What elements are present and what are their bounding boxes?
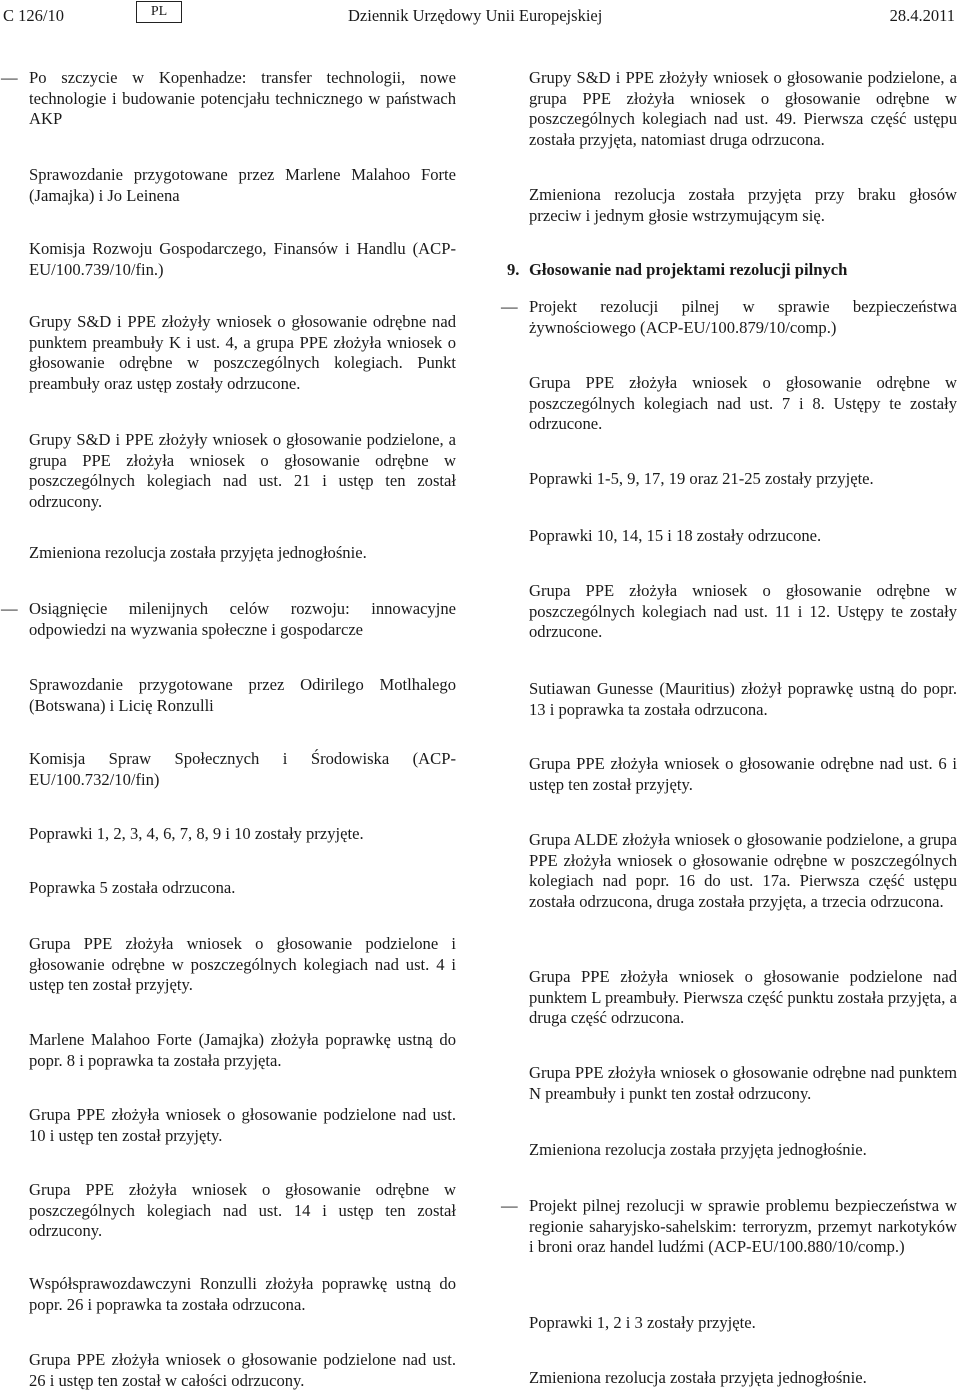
paragraph: Poprawki 1-5, 9, 17, 19 oraz 21-25 zostały przyjęte.: [529, 469, 874, 488]
paragraph: Poprawki 1, 2, 3, 4, 6, 7, 8, 9 i 10 zostały przyjęte.: [29, 824, 364, 843]
agenda-item-title: Projekt rezolucji pilnej w sprawie bezpieczeństwa żywnościowego (ACP-EU/100.879/10/comp.): [529, 297, 957, 337]
paragraph: Sprawozdanie przygotowane przez Marlene Malahoo Forte (Jamajka) i Jo Leinena: [29, 165, 456, 205]
section-number: 9.: [507, 260, 520, 279]
paragraph: Marlene Malahoo Forte (Jamajka) złożyła poprawkę ustną do popr. 8 i poprawka ta została przyjęta.: [29, 1030, 456, 1070]
paragraph: Grupa PPE złożyła wniosek o głosowanie odrębne w poszczególnych kolegiach nad ust. 14 i ustęp ten został odrzucony.: [29, 1180, 456, 1240]
agenda-item-title: Po szczycie w Kopenhadze: transfer technologii, nowe technologie i budowanie potencjału technicznego w państwach AKP: [29, 68, 456, 128]
dash-marker: —: [1, 599, 18, 618]
paragraph: Grupa PPE złożyła wniosek o głosowanie odrębne nad ust. 6 i ustęp ten został przyjęty.: [529, 754, 957, 794]
agenda-item-title: Osiągnięcie milenijnych celów rozwoju: innowacyjne odpowiedzi na wyzwania społeczne i gospodarcze: [29, 599, 456, 639]
paragraph: Zmieniona rezolucja została przyjęta jednogłośnie.: [29, 543, 367, 562]
agenda-item: [1, 599, 456, 640]
dash-marker: —: [501, 1196, 518, 1215]
paragraph: Grupy S&D i PPE złożyły wniosek o głosowanie podzielone, a grupa PPE złożyła wniosek o głosowanie odrębne w poszczególnych kolegiach nad ust. 49. Pierwsza część ustępu została przyjęta, natomiast druga odrzucona.: [529, 68, 957, 149]
paragraph: Współsprawozdawczyni Ronzulli złożyła poprawkę ustną do popr. 26 i poprawka ta została odrzucona.: [29, 1274, 456, 1314]
paragraph: Grupa PPE złożyła wniosek o głosowanie odrębne w poszczególnych kolegiach nad ust. 7 i 8. Ustępy te zostały odrzucone.: [529, 373, 957, 433]
section-title: Głosowanie nad projektami rezolucji pilnych: [529, 260, 848, 279]
paragraph: Grupa PPE złożyła wniosek o głosowanie podzielone nad punktem L preambuły. Pierwsza część punktu została przyjęta, a druga część odrzucona.: [529, 967, 957, 1027]
paragraph: Poprawki 1, 2 i 3 zostały przyjęte.: [529, 1313, 756, 1332]
page-header: [0, 0, 960, 30]
paragraph: Zmieniona rezolucja została przyjęta przy braku głosów przeciw i jednym głosie wstrzymującym się.: [529, 185, 957, 225]
paragraph: Zmieniona rezolucja została przyjęta jednogłośnie.: [529, 1140, 867, 1159]
agenda-item: [1, 68, 456, 130]
paragraph: Grupa ALDE złożyła wniosek o głosowanie podzielone, a grupa PPE złożyła wniosek o głosowanie odrębne w poszczególnych kolegiach nad popr. 16 do ust. 17a. Pierwsza część ustępu została odrzucona, druga została przyjęta, a trzecia odrzucona.: [529, 830, 957, 911]
paragraph: Komisja Rozwoju Gospodarczego, Finansów i Handlu (ACP-EU/100.739/10/fin.): [29, 239, 456, 279]
paragraph: Grupa PPE złożyła wniosek o głosowanie podzielone nad ust. 26 i ustęp ten został w całości odrzucony.: [29, 1350, 456, 1390]
agenda-item: [501, 1196, 957, 1258]
agenda-item: [501, 297, 957, 338]
paragraph: Grupa PPE złożyła wniosek o głosowanie odrębne nad punktem N preambuły i punkt ten został odrzucony.: [529, 1063, 957, 1103]
paragraph: Sutiawan Gunesse (Mauritius) złożył poprawkę ustną do popr. 13 i poprawka ta została odrzucona.: [529, 679, 957, 719]
agenda-item-title: Projekt pilnej rezolucji w sprawie problemu bezpieczeństwa w regionie saharyjsko-sahelskim: terroryzm, przemyt narkotyków i broni oraz handel ludźmi (ACP-EU/100.880/10/comp.): [529, 1196, 957, 1256]
paragraph: Poprawka 5 została odrzucona.: [29, 878, 236, 897]
paragraph: Grupy S&D i PPE złożyły wniosek o głosowanie podzielone, a grupa PPE złożyła wniosek o głosowanie odrębne w poszczególnych kolegiach nad ust. 21 i ustęp ten został odrzucony.: [29, 430, 456, 511]
dash-marker: —: [1, 68, 18, 87]
paragraph: Komisja Spraw Społecznych i Środowiska (ACP-EU/100.732/10/fin): [29, 749, 456, 789]
paragraph: Poprawki 10, 14, 15 i 18 zostały odrzucone.: [529, 526, 822, 545]
paragraph: Grupy S&D i PPE złożyły wniosek o głosowanie odrębne nad punktem preambuły K i ust. 4, a grupa PPE złożyła wniosek o głosowanie odrębne w poszczególnych kolegiach. Punkt preambuły oraz ustęp zostały odrzucone.: [29, 312, 456, 393]
publication-date: 28.4.2011: [889, 6, 955, 25]
language-badge: PL: [136, 1, 182, 23]
paragraph: Zmieniona rezolucja została przyjęta jednogłośnie.: [529, 1368, 867, 1387]
paragraph: Grupa PPE złożyła wniosek o głosowanie odrębne w poszczególnych kolegiach nad ust. 11 i 12. Ustępy te zostały odrzucone.: [529, 581, 957, 641]
journal-reference: C 126/10: [3, 6, 64, 25]
journal-title: Dziennik Urzędowy Unii Europejskiej: [348, 6, 603, 25]
paragraph: Sprawozdanie przygotowane przez Odirilego Motlhalego (Botswana) i Licię Ronzulli: [29, 675, 456, 715]
section-heading: [507, 260, 957, 281]
paragraph: Grupa PPE złożyła wniosek o głosowanie podzielone nad ust. 10 i ustęp ten został przyjęty.: [29, 1105, 456, 1145]
paragraph: Grupa PPE złożyła wniosek o głosowanie podzielone i głosowanie odrębne w poszczególnych kolegiach nad ust. 4 i ustęp ten został przyjęty.: [29, 934, 456, 994]
dash-marker: —: [501, 297, 518, 316]
